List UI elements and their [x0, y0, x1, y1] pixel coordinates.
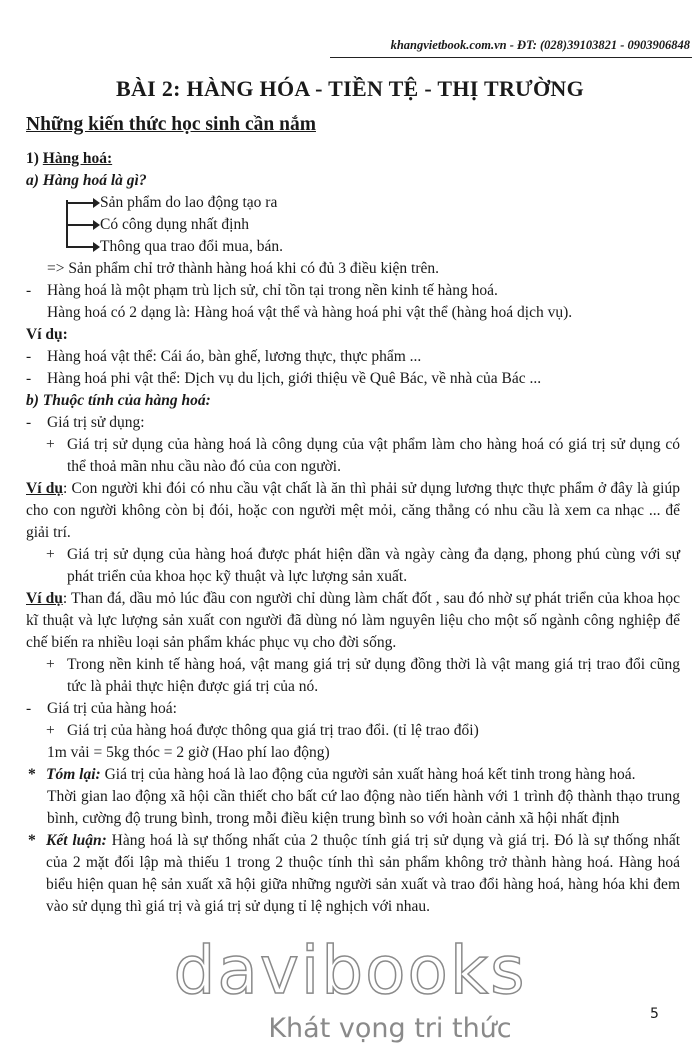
example-item: - Hàng hoá vật thể: Cái áo, bàn ghế, lương thực, thực phẩm ...	[26, 346, 680, 368]
equation-line: 1m vải = 5kg thóc = 2 giờ (Hao phí lao động)	[47, 744, 330, 761]
summary-paragraph: Thời gian lao động xã hội cần thiết cho bất cứ lao động nào tiến hành với 1 trình độ thành thạo trung bình, cường độ trung bình, trong mỗi điều kiện trung bình so với hoàn cảnh xã hội nhất định	[47, 788, 680, 827]
header-rule	[330, 57, 692, 58]
example-paragraph: Ví dụ: Con người khi đói có nhu cầu vật chất là ăn thì phải sử dụng lương thực thực phẩm ở đây là giúp cho con người không còn bị đói, hoặc con người mệt mỏi, căng thẳng có nhu cầu là xem ca nhạc ... để giải trí.	[26, 480, 680, 541]
dash-marker: -	[26, 414, 32, 431]
part1-title: Hàng hoá:	[42, 150, 113, 167]
page-content	[26, 148, 680, 918]
dash-marker: -	[26, 700, 32, 717]
lesson-title: BÀI 2: HÀNG HÓA - TIỀN TỆ - THỊ TRƯỜNG	[116, 76, 584, 101]
plus-marker: +	[46, 722, 55, 739]
arrow-list	[26, 192, 680, 258]
arrow-item: Thông qua trao đổi mua, bán.	[26, 236, 680, 258]
page-header: khangvietbook.com.vn - ĐT: (028)39103821 - 0903906848	[390, 38, 690, 52]
part-b-heading: b) Thuộc tính của hàng hoá:	[26, 392, 211, 409]
dash-marker: -	[26, 348, 32, 365]
part1-number: 1)	[26, 150, 43, 167]
arrow-item: Có công dụng nhất định	[26, 214, 680, 236]
star-marker: *	[28, 832, 36, 849]
plus-paragraph: + Giá trị của hàng hoá được thông qua giá trị trao đổi. (tỉ lệ trao đổi)	[26, 720, 680, 742]
watermark-logo: davibooks	[173, 932, 527, 1009]
plus-marker: +	[46, 546, 55, 563]
example-label: Ví dụ	[26, 480, 63, 497]
arrow-icon	[66, 224, 96, 226]
plus-marker: +	[46, 436, 55, 453]
conclusion-line: => Sản phẩm chỉ trở thành hàng hoá khi có đủ 3 điều kiện trên.	[47, 260, 439, 277]
forms-line: Hàng hoá có 2 dạng là: Hàng hoá vật thể và hàng hoá phi vật thể (hàng hoá dịch vụ).	[47, 304, 573, 321]
conclusion-paragraph: * Kết luận: Hàng hoá là sự thống nhất của 2 thuộc tính giá trị sử dụng và giá trị. Đó là sự thống nhất của 2 mặt đối lập mà thiếu 1 trong 2 thuộc tính thì sản phẩm không trở thành hàng hoá. Hàng hoá biểu hiện quan hệ sản xuất xã hội giữa những người sản xuất và trao đổi hàng hoá, hàng hóa khi đem vào sử dụng thì giá trị và giá trị sử dụng tỉ lệ nghịch với nhau.	[28, 832, 681, 915]
plus-paragraph: + Trong nền kinh tế hàng hoá, vật mang giá trị sử dụng đồng thời là vật mang giá trị trao đổi cũng tức là phải thực hiện được giá trị của nó.	[46, 656, 680, 695]
plus-paragraph: + Giá trị sử dụng của hàng hoá là công dụng của vật phẩm làm cho hàng hoá có giá trị sử dụng có thể thoả mãn nhu cầu nào đó của con người.	[46, 436, 680, 475]
star-marker: *	[28, 766, 36, 783]
dash-marker: -	[26, 282, 32, 299]
section-title: Những kiến thức học sinh cần nắm	[26, 114, 316, 135]
plus-marker: +	[46, 656, 55, 673]
value-line: - Giá trị của hàng hoá:	[26, 698, 680, 720]
page-number: 5	[650, 1006, 659, 1022]
example-label: Ví dụ:	[26, 326, 68, 343]
conclusion-label: Kết luận:	[46, 832, 107, 849]
arrow-item: Sản phẩm do lao động tạo ra	[26, 192, 680, 214]
summary-line: * Tóm lại: Giá trị của hàng hoá là lao động của người sản xuất hàng hoá kết tinh trong hàng hoá.	[26, 764, 680, 786]
example-item: - Hàng hoá phi vật thể: Dịch vụ du lịch, giới thiệu về Quê Bác, về nhà của Bác ...	[26, 368, 680, 390]
use-value-line: - Giá trị sử dụng:	[26, 412, 680, 434]
part1-heading	[26, 148, 680, 170]
plus-paragraph: + Giá trị sử dụng của hàng hoá được phát hiện dần và ngày càng đa dạng, phong phú cùng với sự phát triển của khoa học kỹ thuật và lực lượng sản xuất.	[46, 546, 680, 585]
arrow-icon	[66, 202, 96, 204]
example-label: Ví dụ	[26, 590, 63, 607]
bullet-line: - Hàng hoá là một phạm trù lịch sử, chỉ tồn tại trong nền kinh tế hàng hoá.	[26, 280, 680, 302]
example-paragraph: Ví dụ: Than đá, dầu mỏ lúc đầu con người chỉ dùng làm chất đốt , sau đó nhờ sự phát triển của khoa học kĩ thuật và lực lượng sản xuất con người đã dùng nó làm nguyên liệu cho một số ngành công nghiệp để chế biến ra nhiều loại sản phẩm khác phục vụ cho đời sống.	[26, 590, 680, 651]
arrow-icon	[66, 246, 96, 248]
dash-marker: -	[26, 370, 32, 387]
summary-label: Tóm lại:	[46, 766, 101, 783]
watermark-tagline: Khát vọng tri thức	[268, 1013, 512, 1044]
part-a-heading: a) Hàng hoá là gì?	[26, 172, 147, 189]
